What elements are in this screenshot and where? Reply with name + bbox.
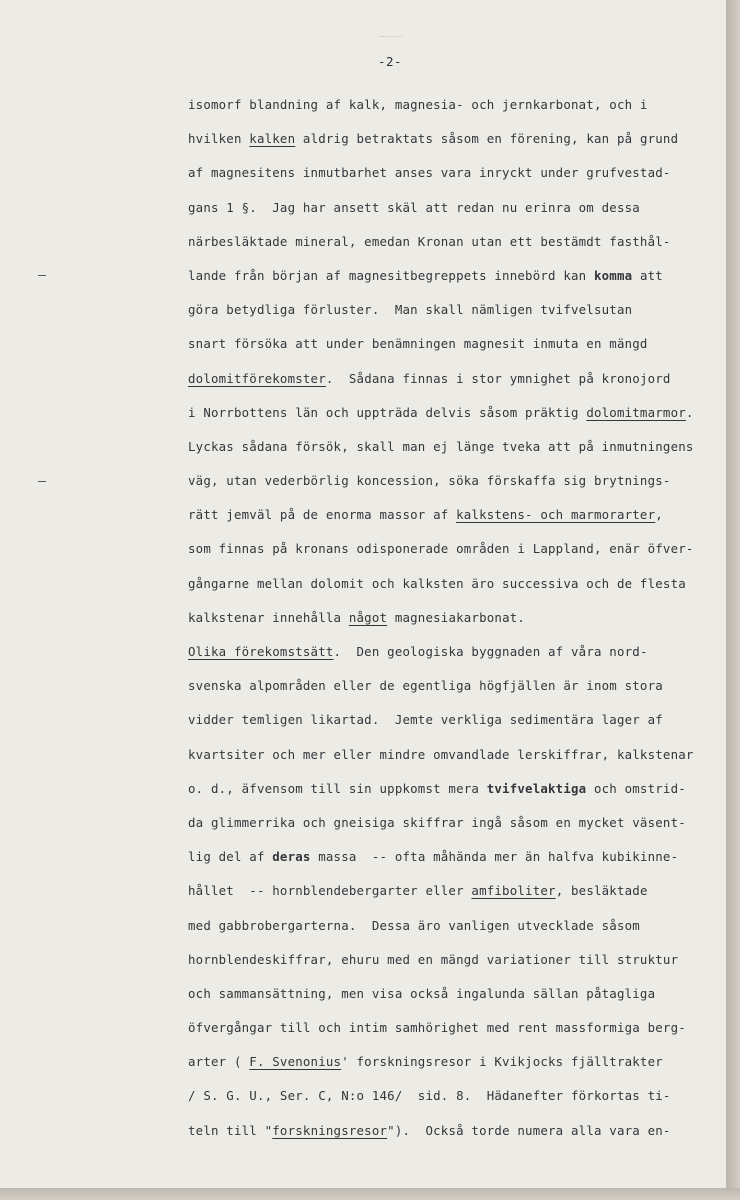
bold-text: tvifvelaktiga bbox=[486, 780, 587, 796]
text-segment: gans 1 §. Jag har ansett skäl att redan nu erinra om dessa bbox=[188, 199, 640, 215]
text-line bbox=[188, 370, 740, 404]
page-bottom-shadow bbox=[0, 1188, 740, 1200]
text-segment: . Den geologiska byggnaden af våra nord- bbox=[333, 644, 648, 659]
text-line bbox=[188, 404, 740, 438]
text-segment: svenska alpområden eller de egentliga högfjällen är inom stora bbox=[188, 678, 663, 694]
text-line bbox=[188, 1053, 740, 1087]
text-line bbox=[188, 917, 740, 951]
text-line bbox=[188, 780, 740, 814]
text-line bbox=[188, 1019, 740, 1053]
text-segment: , bbox=[655, 507, 663, 523]
text-line bbox=[188, 711, 740, 745]
text-line bbox=[188, 335, 740, 369]
text-segment: hållet -- hornblendebergarter eller bbox=[188, 883, 472, 899]
text-line bbox=[188, 951, 740, 985]
underlined-text: F. Svenonius bbox=[249, 1054, 342, 1070]
text-segment: med gabbrobergarterna. Dessa äro vanligen utvecklade såsom bbox=[188, 917, 640, 933]
text-segment: arter ( bbox=[188, 1054, 250, 1070]
page-number: -2- bbox=[378, 54, 403, 69]
text-segment: da glimmerrika och gneisiga skiffrar ingå såsom en mycket väsent- bbox=[188, 814, 686, 830]
bold-text: komma bbox=[593, 267, 633, 283]
text-segment: hornblendeskiffrar, ehuru med en mängd variationer till struktur bbox=[188, 951, 679, 967]
margin-mark bbox=[38, 481, 46, 482]
text-segment: rätt jemväl på de enorma massor af bbox=[188, 507, 457, 523]
text-line bbox=[188, 746, 740, 780]
text-line bbox=[188, 540, 740, 574]
text-line bbox=[188, 882, 740, 916]
text-segment: gångarne mellan dolomit och kalksten äro successiva och de flesta bbox=[188, 575, 686, 591]
underlined-text: kalken bbox=[249, 131, 296, 147]
text-segment: Lyckas sådana försök, skall man ej länge tveka att på inmutningens bbox=[188, 438, 694, 454]
text-segment: och sammansättning, men visa också ingalunda sällan påtagliga bbox=[188, 985, 656, 1001]
text-line bbox=[188, 233, 740, 267]
text-line bbox=[188, 643, 740, 677]
underlined-text: forskningsresor bbox=[272, 1122, 388, 1138]
text-segment: ' forskningsresor i Kvikjocks fjälltrakter bbox=[341, 1054, 663, 1070]
body-text bbox=[188, 96, 740, 1156]
text-line bbox=[188, 575, 740, 609]
text-line bbox=[188, 814, 740, 848]
text-line bbox=[188, 96, 740, 130]
text-segment: som finnas på kronans odisponerade områden i Lappland, enär öfver- bbox=[188, 541, 694, 557]
text-segment: öfvergångar till och intim samhörighet med rent massformiga berg- bbox=[188, 1020, 686, 1036]
text-segment: massa -- ofta måhända mer än halfva kubikinne- bbox=[310, 849, 679, 865]
text-line bbox=[188, 1122, 740, 1156]
text-segment: , besläktade bbox=[555, 883, 648, 899]
text-segment: / S. G. U., Ser. C, N:o 146/ sid. 8. Hädanefter förkortas ti- bbox=[188, 1088, 671, 1104]
ink-smudge bbox=[380, 36, 402, 43]
text-line bbox=[188, 267, 740, 301]
text-segment: isomorf blandning af kalk, magnesia- och jernkarbonat, och i bbox=[188, 97, 648, 112]
text-segment: snart försöka att under benämningen magnesit inmuta en mängd bbox=[188, 336, 648, 352]
text-line bbox=[188, 985, 740, 1019]
text-line bbox=[188, 677, 740, 711]
text-segment: o. d., äfvensom till sin uppkomst mera bbox=[188, 780, 487, 796]
bold-text: deras bbox=[272, 849, 311, 865]
text-segment: . Sådana finnas i stor ymnighet på kronojord bbox=[325, 370, 671, 386]
text-segment: magnesiakarbonat. bbox=[387, 609, 526, 625]
text-line bbox=[188, 609, 740, 643]
text-line bbox=[188, 438, 740, 472]
text-line bbox=[188, 848, 740, 882]
page-edge-shadow bbox=[726, 0, 740, 1200]
text-segment: teln till " bbox=[188, 1122, 273, 1138]
text-segment: göra betydliga förluster. Man skall nämligen tvifvelsutan bbox=[188, 302, 633, 318]
underlined-text: något bbox=[348, 609, 388, 625]
text-segment: att bbox=[632, 267, 663, 283]
text-segment: väg, utan vederbörlig koncession, söka förskaffa sig brytnings- bbox=[188, 473, 671, 489]
text-segment: "). Också torde numera alla vara en- bbox=[387, 1122, 671, 1138]
text-line bbox=[188, 130, 740, 164]
text-segment: i Norrbottens län och uppträda delvis såsom präktig bbox=[188, 404, 587, 420]
text-segment: . bbox=[685, 404, 694, 420]
underlined-text: kalkstens- och marmorarter bbox=[456, 507, 656, 523]
text-segment: af magnesitens inmutbarhet anses vara inryckt under grufvestad- bbox=[188, 165, 671, 181]
underlined-text: amfiboliter bbox=[471, 883, 556, 899]
text-segment: lande från början af magnesitbegreppets innebörd kan bbox=[188, 267, 594, 283]
text-segment: aldrig betraktats såsom en förening, kan på grund bbox=[295, 131, 679, 147]
margin-mark bbox=[38, 275, 46, 276]
text-segment: kvartsiter och mer eller mindre omvandlade lerskiffrar, kalkstenar bbox=[188, 746, 694, 762]
text-segment: kalkstenar innehålla bbox=[188, 609, 349, 625]
text-segment: lig del af bbox=[188, 849, 273, 865]
text-segment: och omstrid- bbox=[586, 780, 686, 796]
text-line bbox=[188, 472, 740, 506]
underlined-text: dolomitmarmor bbox=[586, 404, 686, 420]
text-line bbox=[188, 506, 740, 540]
text-line bbox=[188, 164, 740, 198]
text-line bbox=[188, 301, 740, 335]
text-segment: vidder temligen likartad. Jemte verkliga sedimentära lager af bbox=[188, 712, 663, 728]
underlined-text: Olika förekomstsätt bbox=[188, 644, 334, 659]
text-segment: närbesläktade mineral, emedan Kronan utan ett bestämdt fasthål- bbox=[188, 233, 671, 249]
underlined-text: dolomitförekomster bbox=[188, 370, 326, 386]
text-line bbox=[188, 1087, 740, 1121]
text-segment: hvilken bbox=[188, 131, 250, 147]
text-line bbox=[188, 199, 740, 233]
